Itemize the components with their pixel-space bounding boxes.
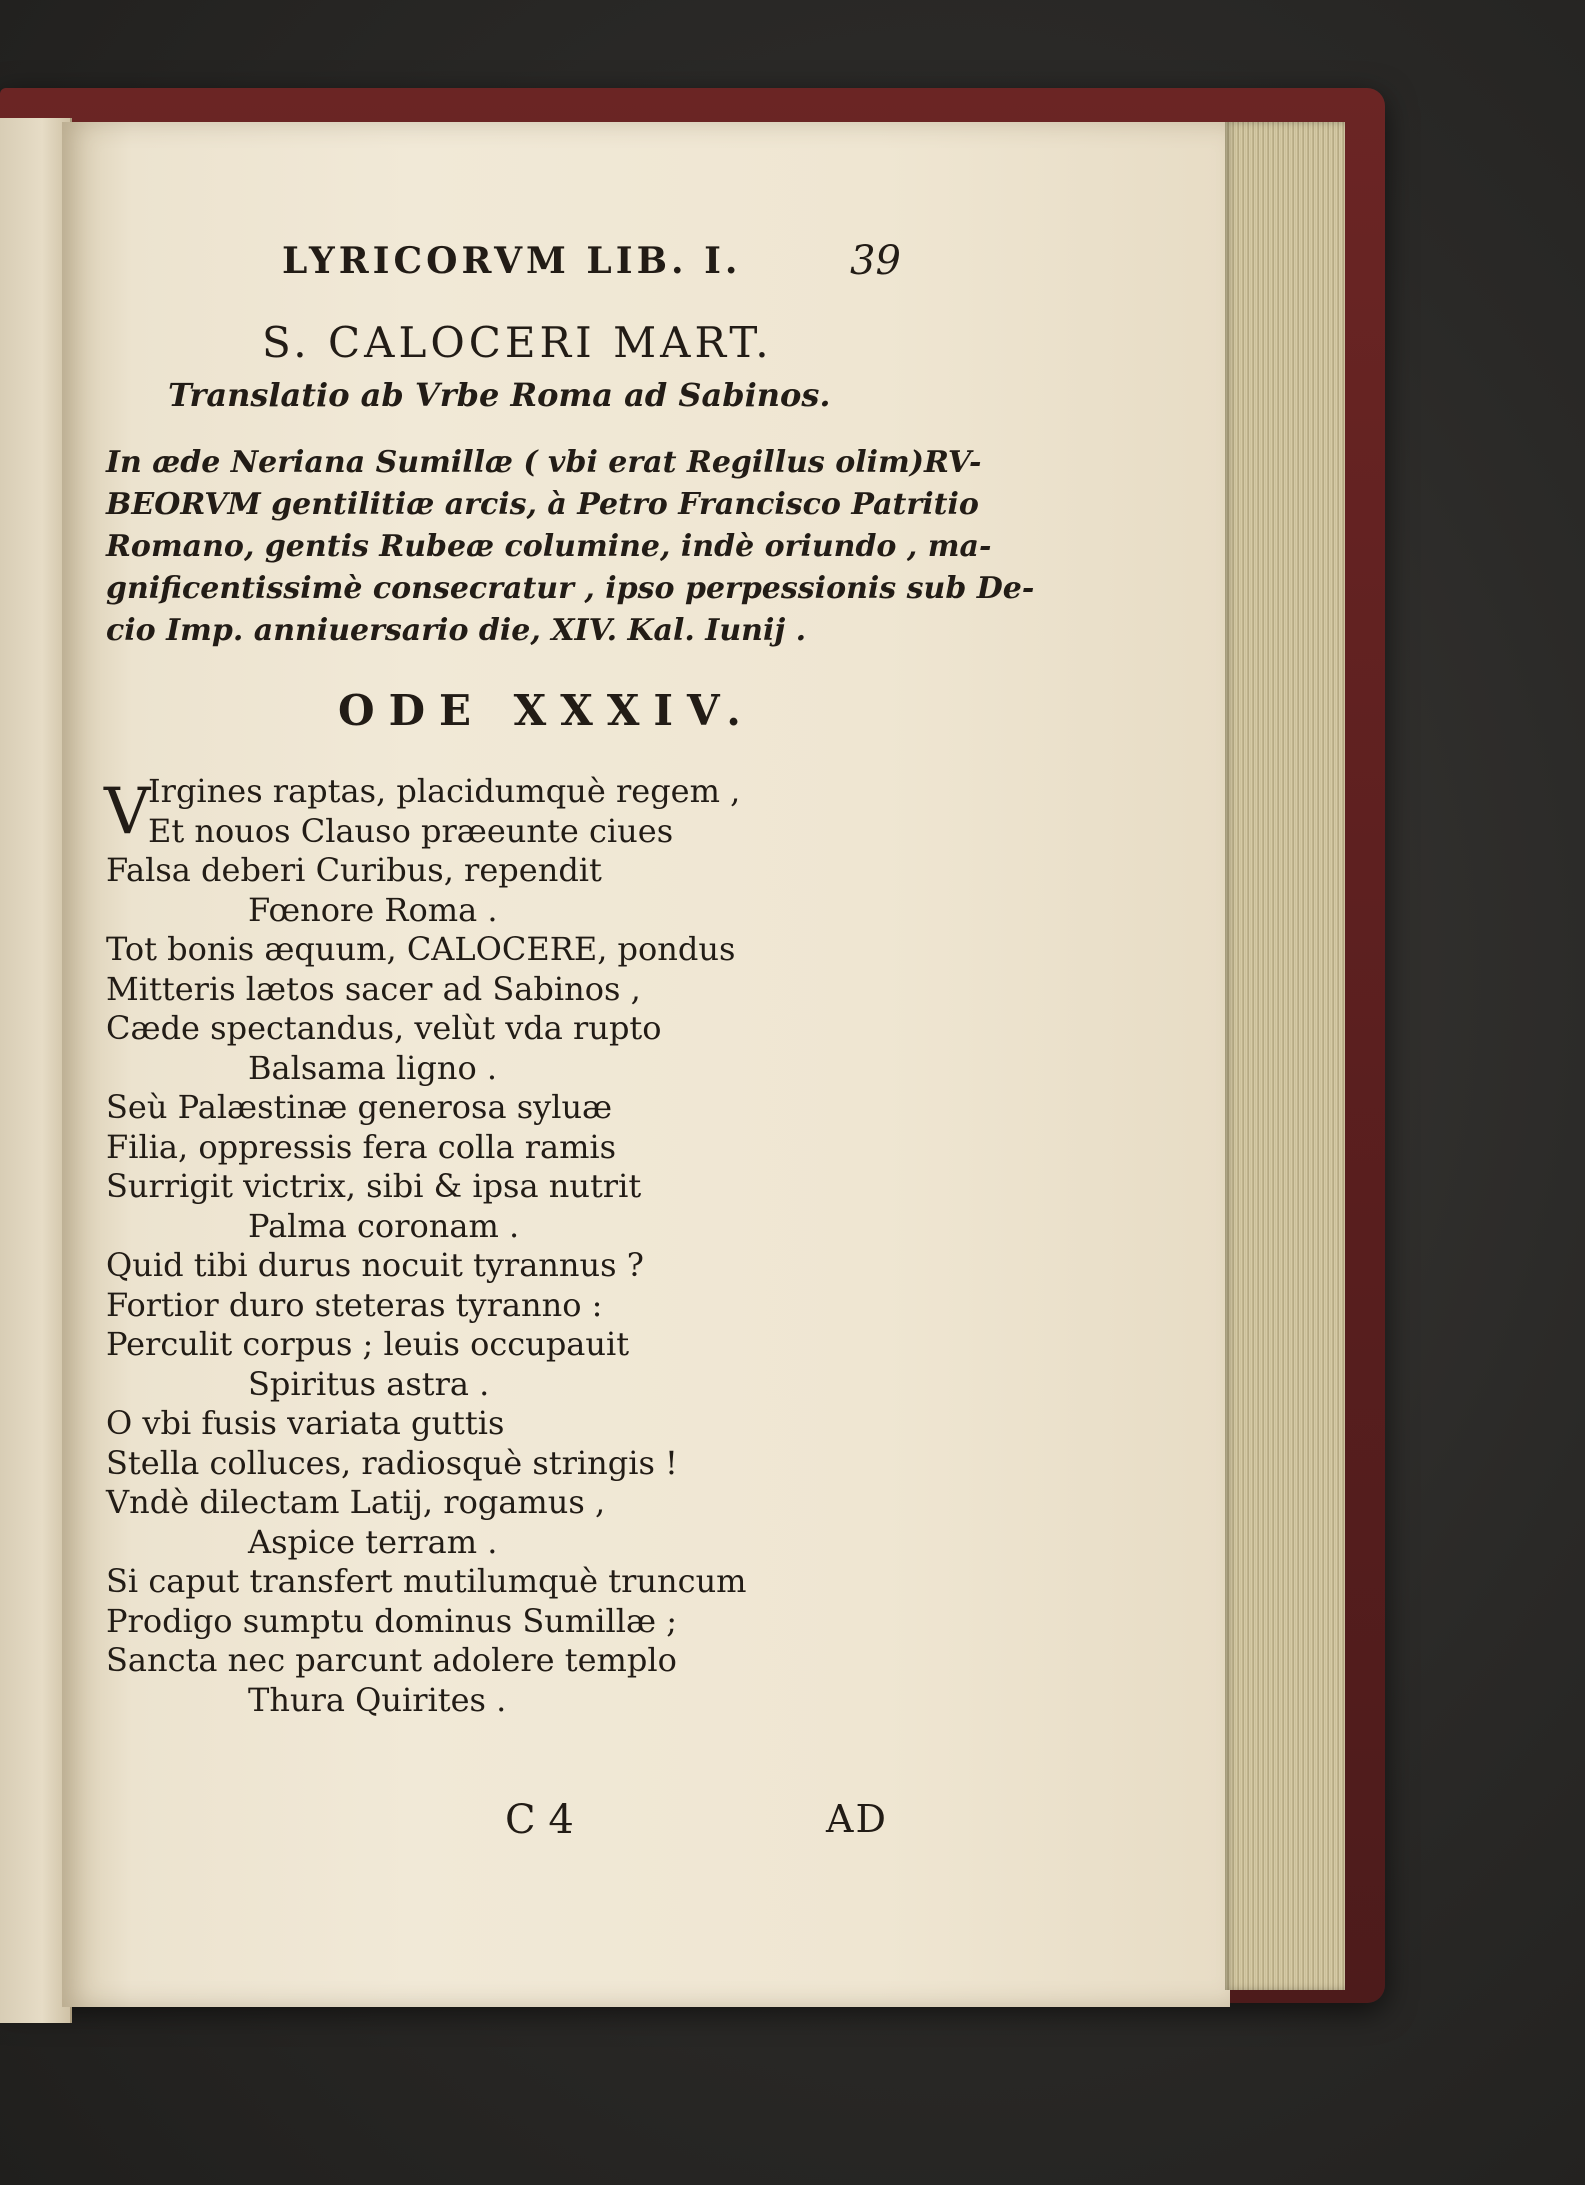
ode-heading: ODE XXXIV. [338, 686, 755, 735]
drop-cap: V [104, 775, 151, 849]
poem-line: Cæde spectandus, velùt vda rupto [106, 1009, 662, 1047]
poem-line: Stella colluces, radiosquè stringis ! [106, 1443, 678, 1482]
page-title: S. CALOCERI MART. [262, 318, 773, 367]
page-fore-edge [1225, 122, 1345, 1990]
poem [106, 772, 826, 1720]
poem-line: Thura Quirites . [248, 1680, 507, 1719]
poem-line: Fortior duro steteras tyranno : [106, 1285, 603, 1324]
poem-line: Mitteris lætos sacer ad Sabinos , [106, 969, 641, 1008]
page-number: 39 [850, 238, 901, 284]
poem-line: Et nouos Clauso præeunte ciues [148, 811, 674, 850]
poem-line: Palma coronam . [248, 1206, 520, 1245]
poem-line: Spiritus astra . [248, 1364, 490, 1403]
poem-line: Sancta nec parcunt adolere templo [106, 1641, 677, 1679]
poem-line: O vbi fusis variata guttis [106, 1404, 505, 1442]
poem-line: Quid tibi durus nocuit tyrannus ? [106, 1246, 644, 1284]
poem-line: Perculit corpus ; leuis occupauit [106, 1325, 630, 1363]
intro-line: cio Imp. anniuersario die, XIV. Kal. Iunij . [106, 613, 807, 648]
intro-paragraph [106, 442, 1035, 652]
signature-mark: C 4 [505, 1797, 574, 1843]
catchword: AD [826, 1797, 888, 1841]
running-head: LYRICORVM LIB. I. [282, 240, 742, 282]
poem-line: Aspice terram . [248, 1522, 498, 1561]
poem-line: Fœnore Roma . [248, 890, 498, 929]
poem-line: Prodigo sumptu dominus Sumillæ ; [106, 1601, 677, 1640]
page-subtitle: Translatio ab Vrbe Roma ad Sabinos. [168, 376, 831, 414]
intro-line: gnificentissimè consecratur , ipso perpessionis sub De- [106, 571, 1035, 606]
poem-line: Falsa deberi Curibus, rependit [106, 851, 602, 889]
intro-line: In æde Neriana Sumillæ ( vbi erat Regillus olim)RV- [106, 445, 982, 480]
poem-line: Tot bonis æquum, CALOCERE, pondus [106, 930, 736, 968]
poem-line: Vndè dilectam Latij, rogamus , [106, 1483, 606, 1521]
poem-line: Balsama ligno . [248, 1048, 498, 1087]
poem-line: Irgines raptas, placidumquè regem , [148, 772, 741, 810]
poem-line: Filia, oppressis fera colla ramis [106, 1127, 617, 1166]
intro-line: Romano, gentis Rubeæ columine, indè oriundo , ma- [106, 529, 992, 564]
poem-line: Surrigit victrix, sibi & ipsa nutrit [106, 1167, 642, 1205]
poem-line: Seù Palæstinæ generosa syluæ [106, 1088, 613, 1126]
poem-line: Si caput transfert mutilumquè truncum [106, 1562, 747, 1600]
intro-line: BEORVM gentilitiæ arcis, à Petro Francisco Patritio [106, 487, 979, 522]
